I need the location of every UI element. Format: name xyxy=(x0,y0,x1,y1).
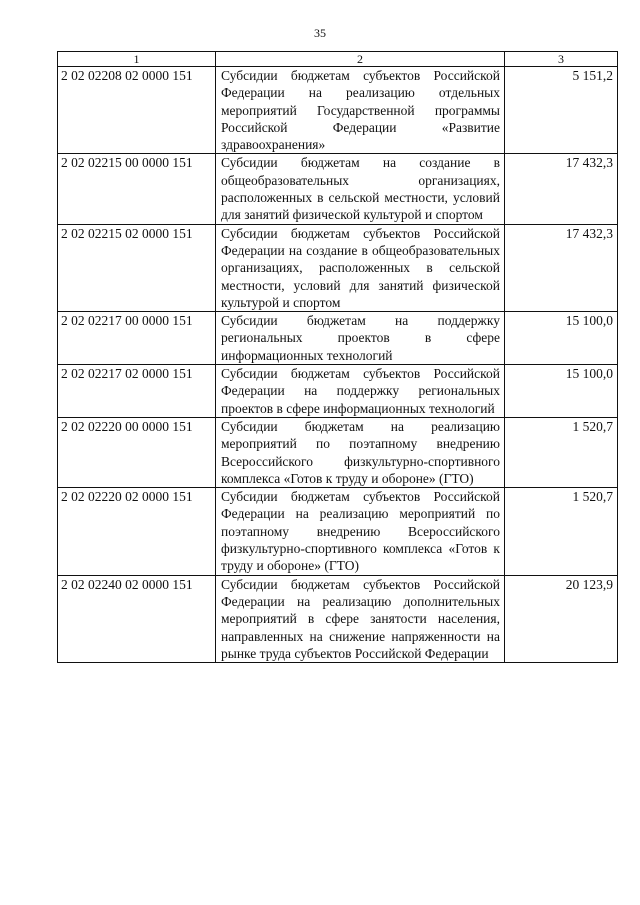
revenue-name: Субсидии бюджетам субъектов Российской Федерации на реализацию мероприятий по поэтапному внедрению Всероссийского физкультурно-спортивного комплекса «Готов к труду и обороне» (ГТО) xyxy=(216,488,505,575)
classification-code: 2 02 02240 02 0000 151 xyxy=(58,575,216,662)
table-row xyxy=(58,575,618,662)
classification-code: 2 02 02220 00 0000 151 xyxy=(58,417,216,487)
classification-code: 2 02 02220 02 0000 151 xyxy=(58,488,216,575)
budget-revenue-table xyxy=(57,51,618,663)
table-row xyxy=(58,417,618,487)
revenue-name: Субсидии бюджетам на создание в общеобразовательных организациях, расположенных в сельской местности, условий для занятий физической культурой и спортом xyxy=(216,154,505,224)
amount: 1 520,7 xyxy=(505,488,618,575)
amount: 20 123,9 xyxy=(505,575,618,662)
table-row xyxy=(58,365,618,418)
table-row xyxy=(58,488,618,575)
column-header-3: 3 xyxy=(505,52,618,67)
amount: 17 432,3 xyxy=(505,154,618,224)
table-row xyxy=(58,67,618,154)
revenue-name: Субсидии бюджетам субъектов Российской Федерации на поддержку региональных проектов в сфере информационных технологий xyxy=(216,365,505,418)
table-row xyxy=(58,154,618,224)
classification-code: 2 02 02208 02 0000 151 xyxy=(58,67,216,154)
amount: 15 100,0 xyxy=(505,365,618,418)
table-row xyxy=(58,224,618,311)
revenue-name: Субсидии бюджетам на реализацию мероприятий по поэтапному внедрению Всероссийского физкультурно-спортивного комплекса «Готов к труду и обороне» (ГТО) xyxy=(216,417,505,487)
classification-code: 2 02 02215 02 0000 151 xyxy=(58,224,216,311)
revenue-name: Субсидии бюджетам на поддержку региональных проектов в сфере информационных технологий xyxy=(216,312,505,365)
table-row xyxy=(58,312,618,365)
classification-code: 2 02 02217 02 0000 151 xyxy=(58,365,216,418)
column-header-1: 1 xyxy=(58,52,216,67)
amount: 17 432,3 xyxy=(505,224,618,311)
revenue-name: Субсидии бюджетам субъектов Российской Федерации на создание в общеобразовательных организациях, расположенных в сельской местности, условий для занятий физической культурой и спортом xyxy=(216,224,505,311)
column-header-2: 2 xyxy=(216,52,505,67)
column-number-row xyxy=(58,52,618,67)
revenue-name: Субсидии бюджетам субъектов Российской Федерации на реализацию дополнительных мероприятий в сфере занятости населения, направленных на снижение напряженности на рынке труда субъектов Российской Федерации xyxy=(216,575,505,662)
classification-code: 2 02 02215 00 0000 151 xyxy=(58,154,216,224)
amount: 15 100,0 xyxy=(505,312,618,365)
page-number: 35 xyxy=(314,26,326,40)
amount: 5 151,2 xyxy=(505,67,618,154)
amount: 1 520,7 xyxy=(505,417,618,487)
revenue-name: Субсидии бюджетам субъектов Российской Федерации на реализацию отдельных мероприятий Государственной программы Российской Федерации «Развитие здравоохранения» xyxy=(216,67,505,154)
classification-code: 2 02 02217 00 0000 151 xyxy=(58,312,216,365)
